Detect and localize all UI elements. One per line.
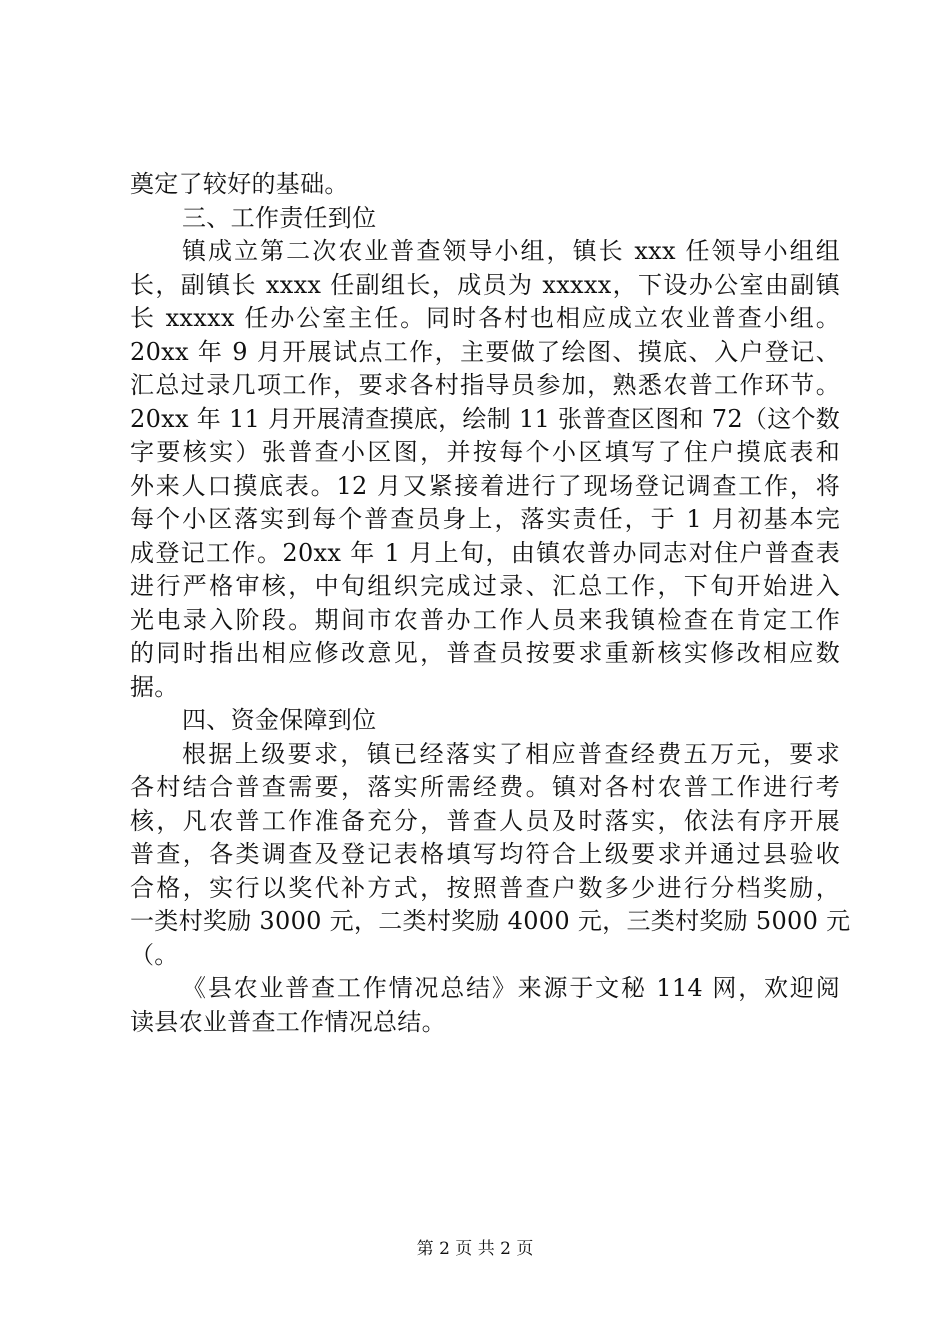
document-body [130, 168, 851, 1039]
text-line-12: 成登记工作。20xx 年 1 月上旬，由镇农普办同志对住户普查表 [130, 538, 840, 567]
text-line-9: 字要核实）张普查小区图，并按每个小区填写了住户摸底表和 [130, 438, 840, 466]
text-line-17: 四、资金保障到位 [182, 706, 377, 734]
page-footer [0, 1238, 950, 1260]
text-line-6: 20xx 年 9 月开展试点工作，主要做了绘图、摸底、入户登记、 [130, 337, 840, 366]
text-line-1: 奠定了较好的基础。 [130, 170, 349, 198]
text-line-26: 读县农业普查工作情况总结。 [130, 1007, 446, 1036]
text-line-8: 20xx 年 11 月开展清查摸底，绘制 11 张普查区图和 72（这个数 [130, 404, 841, 433]
text-line-18: 根据上级要求，镇已经落实了相应普查经费五万元，要求 [182, 739, 840, 768]
text-line-14: 光电录入阶段。期间市农普办工作人员来我镇检查在肯定工作 [130, 605, 840, 634]
text-line-22: 合格，实行以奖代补方式，按照普查户数多少进行分档奖励， [130, 873, 840, 902]
text-line-13: 进行严格审核，中旬组织完成过录、汇总工作，下旬开始进入 [130, 572, 840, 600]
text-line-24: （。 [130, 940, 179, 969]
text-line-2: 三、工作责任到位 [182, 203, 377, 232]
text-line-20: 核，凡农普工作准备充分，普查人员及时落实，依法有序开展 [130, 806, 840, 835]
text-line-19: 各村结合普查需要，落实所需经费。镇对各村农普工作进行考 [130, 773, 840, 801]
text-line-7: 汇总过录几项工作，要求各村指导员参加，熟悉农普工作环节。 [130, 371, 840, 399]
text-line-21: 普查，各类调查及登记表格填写均符合上级要求并通过县验收 [130, 840, 840, 868]
text-line-10: 外来人口摸底表。12 月又紧接着进行了现场登记调查工作，将 [130, 471, 840, 500]
text-line-23: 一类村奖励 3000 元，二类村奖励 4000 元，三类村奖励 5000 元 [130, 907, 851, 935]
text-line-25: 《县农业普查工作情况总结》来源于文秘 114 网，欢迎阅 [182, 974, 840, 1002]
text-line-5: 长 xxxxx 任办公室主任。同时各村也相应成立农业普查小组。 [130, 304, 840, 332]
text-line-11: 每个小区落实到每个普查员身上，落实责任，于 1 月初基本完 [130, 505, 840, 533]
text-line-3: 镇成立第二次农业普查领导小组，镇长 xxx 任领导小组组 [182, 237, 840, 265]
text-line-15: 的同时指出相应修改意见，普查员按要求重新核实修改相应数 [130, 639, 840, 667]
text-line-4: 长，副镇长 xxxx 任副组长，成员为 xxxxx，下设办公室由副镇 [130, 270, 840, 299]
text-line-16: 据。 [130, 672, 179, 701]
page-number-label: 第 2 页 共 2 页 [416, 1239, 534, 1259]
